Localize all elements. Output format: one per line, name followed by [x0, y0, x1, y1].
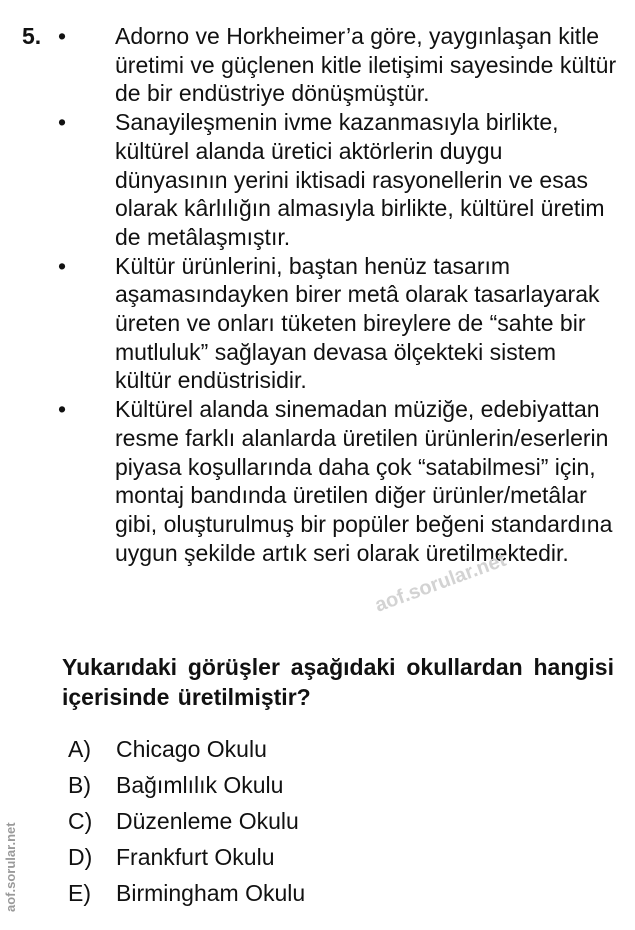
question-number: 5. — [22, 23, 42, 49]
option-text: Frankfurt Okulu — [116, 844, 275, 870]
option-text: Bağımlılık Okulu — [116, 772, 284, 798]
statement-text: Adorno ve Horkheimer’a göre, yaygınlaşan kitle üretimi ve güçlenen kitle iletişimi sayesinde kültür de bir endüstriye dönüşmüştür. — [115, 23, 617, 107]
option-letter: E) — [68, 880, 91, 906]
option-letter: D) — [68, 844, 93, 870]
watermark-side: aof.sorular.net — [3, 822, 18, 912]
option-text: Chicago Okulu — [116, 736, 267, 762]
statement-item — [58, 108, 618, 252]
statement-text: Sanayileşmenin ivme kazanmasıyla birlikte, kültürel alanda üretici aktörlerin duygu dünyasının yerini iktisadi rasyonellerin ve esas olarak kârlılığın almasıyla birlikte, kültürel üretim de metâlaşmıştır. — [115, 109, 605, 250]
bullet-icon: • — [58, 109, 67, 136]
option-text: Birmingham Okulu — [116, 880, 306, 906]
statement-item — [58, 22, 618, 108]
option-letter: B) — [68, 772, 91, 798]
statement-item — [58, 252, 618, 396]
statement-text: Kültürel alanda sinemadan müziğe, edebiyattan resme farklı alanlarda üretilen ürünlerin/eserlerin piyasa koşullarında daha çok “satabilmesi” için, montaj bandında üretilen diğer ürünler/metâlar gibi, oluşturulmuş bir popüler beğeni standardına uygun şekilde artık seri olarak üretilmektedir. — [115, 396, 613, 566]
statement-list — [58, 22, 618, 567]
statement-text: Kültür ürünlerini, baştan henüz tasarım aşamasındayken birer metâ olarak tasarlayarak üreten ve onları tüketen bireylere de “sahte bir mutluluk” sağlayan devasa ölçekteki sistem kültür endüstrisidir. — [115, 252, 600, 394]
watermark-center: aof.sorular.net — [372, 548, 510, 617]
question-text: Yukarıdaki görüşler aşağıdaki okullardan hangisi içerisinde üretilmiştir? — [62, 654, 614, 710]
statement-item — [58, 395, 618, 567]
bullet-icon: • — [58, 396, 67, 423]
option-text: Düzenleme Okulu — [116, 808, 299, 834]
option-letter: C) — [68, 808, 93, 834]
bullet-icon: • — [58, 252, 67, 279]
option-letter: A) — [68, 736, 91, 762]
bullet-icon: • — [58, 23, 67, 49]
